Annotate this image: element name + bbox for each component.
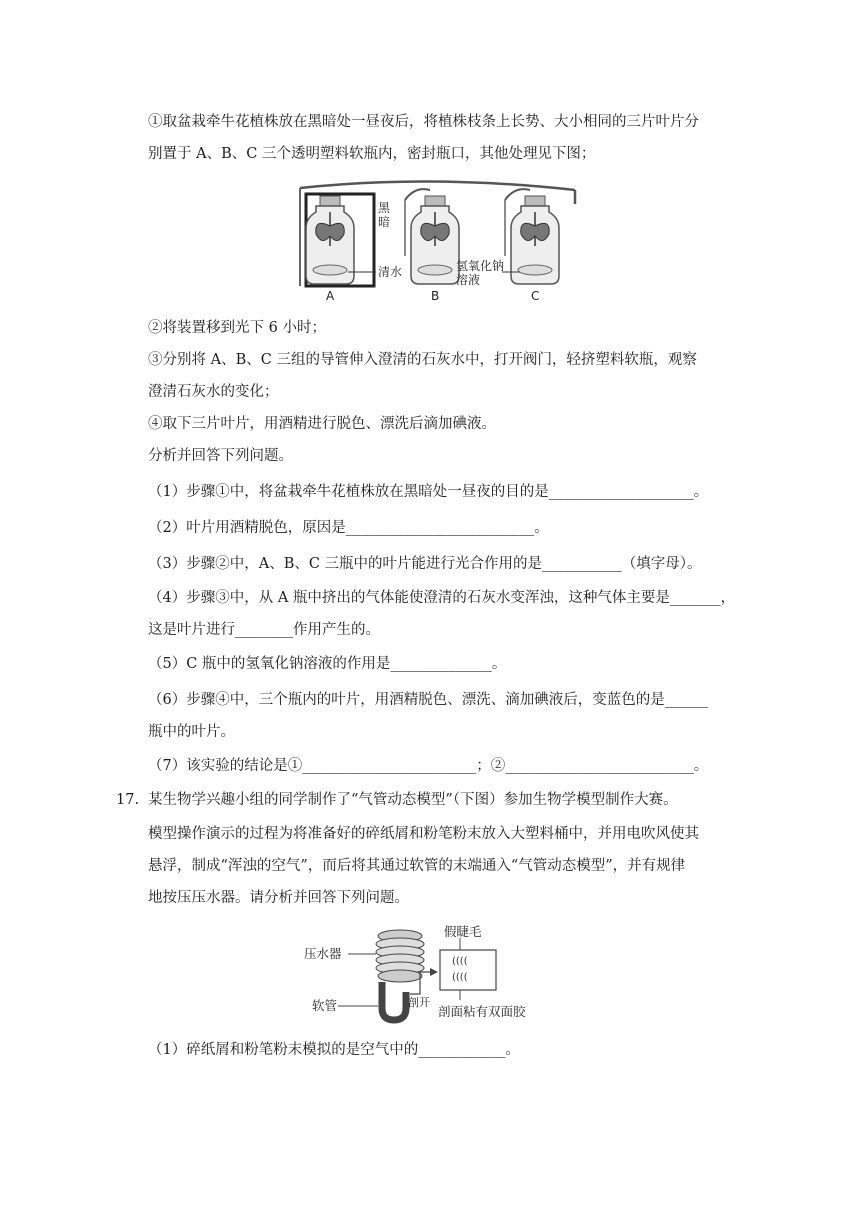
q16-sub4-line1: （4）步骤③中，从 A 瓶中挤出的气体能使澄清的石灰水变浑浊，这种气体主要是_______， xyxy=(148,590,736,606)
q16-sub6-line1: （6）步骤④中，三个瓶内的叶片，用酒精脱色、漂洗、滴加碘液后，变蓝色的是______ xyxy=(148,692,709,708)
hose-label: 软管 xyxy=(312,998,338,1013)
bottle-b-label: B xyxy=(431,289,440,303)
trachea-model-figure xyxy=(300,920,560,1025)
q16-sub4-line2: 这是叶片进行________作用产生的。 xyxy=(148,622,380,638)
dark-label-1: 黑 xyxy=(378,201,391,215)
dark-label-2: 暗 xyxy=(378,215,391,229)
tape-label: 剖面粘有双面胶 xyxy=(438,1004,526,1019)
q16-step4: ④取下三片叶片，用酒精进行脱色、漂洗后滴加碘液。 xyxy=(148,416,496,432)
cut-label: 剖开 xyxy=(408,996,430,1009)
section-box xyxy=(440,950,496,990)
cilia-label: 假睫毛 xyxy=(444,924,482,939)
q16-step1-line1: ①取盆栽牵牛花植株放在黑暗处一昼夜后，将植株枝条上长势、大小相同的三片叶片分 xyxy=(148,114,699,130)
bottle-c-label: C xyxy=(531,289,540,303)
q16-step1-line2: 别置于 A、B、C 三个透明塑料软瓶内，密封瓶口，其他处理见下图； xyxy=(148,146,596,162)
q16-sub2: （2）叶片用酒精脱色，原因是__________________________。 xyxy=(148,520,549,536)
q16-sub5: （5）C 瓶中的氢氧化钠溶液的作用是______________。 xyxy=(148,656,507,672)
hose xyxy=(382,982,406,1020)
bottle-a-label: A xyxy=(326,289,335,303)
bottle-experiment-figure xyxy=(280,176,590,306)
q17-line3: 悬浮，制成“浑浊的空气”，而后将其通过软管的末端通入“气管动态模型”，并有规律 xyxy=(148,858,686,874)
q17-sub1: （1）碎纸屑和粉笔粉末模拟的是空气中的____________。 xyxy=(148,1042,520,1058)
q16-sub3: （3）步骤②中，A、B、C 三瓶中的叶片能进行光合作用的是___________（填字母）。 xyxy=(148,556,702,572)
q17-number: 17. xyxy=(116,792,140,808)
q17-line4: 地按压压水器。请分析并回答下列问题。 xyxy=(148,890,409,906)
naoh-label-2: 溶液 xyxy=(456,273,481,287)
q16-step3-line2: 澄清石灰水的变化； xyxy=(148,384,279,400)
svg-text:((((: (((( xyxy=(452,972,468,983)
q16-sub7: （7）该实验的结论是①________________________；②__________________________。 xyxy=(148,758,709,774)
pump-label: 压水器 xyxy=(304,946,342,961)
q16-step2: ②将装置移到光下 6 小时； xyxy=(148,320,326,336)
water-label: 清水 xyxy=(378,265,403,279)
q16-sub1: （1）步骤①中，将盆栽牵牛花植株放在黑暗处一昼夜的目的是____________________。 xyxy=(148,484,709,500)
svg-text:((((: (((( xyxy=(452,956,468,967)
q17-line2: 模型操作演示的过程为将准备好的碎纸屑和粉笔粉末放入大塑料桶中，并用电吹风使其 xyxy=(148,826,699,842)
bottle-a xyxy=(306,196,354,284)
q16-step3-line1: ③分别将 A、B、C 三组的导管伸入澄清的石灰水中，打开阀门，轻挤塑料软瓶，观察 xyxy=(148,352,697,368)
q16-prompt: 分析并回答下列问题。 xyxy=(148,448,293,464)
bottle-c xyxy=(505,189,559,284)
q17-line1: 某生物学兴趣小组的同学制作了“气管动态模型”（下图）参加生物学模型制作大赛。 xyxy=(148,792,678,808)
bottle-b xyxy=(405,189,459,284)
naoh-label-1: 氢氧化钠 xyxy=(456,259,505,273)
q16-sub6-line2: 瓶中的叶片。 xyxy=(148,724,235,740)
arrow-head xyxy=(430,968,438,976)
gas-tube xyxy=(300,181,575,190)
pump xyxy=(376,930,424,982)
